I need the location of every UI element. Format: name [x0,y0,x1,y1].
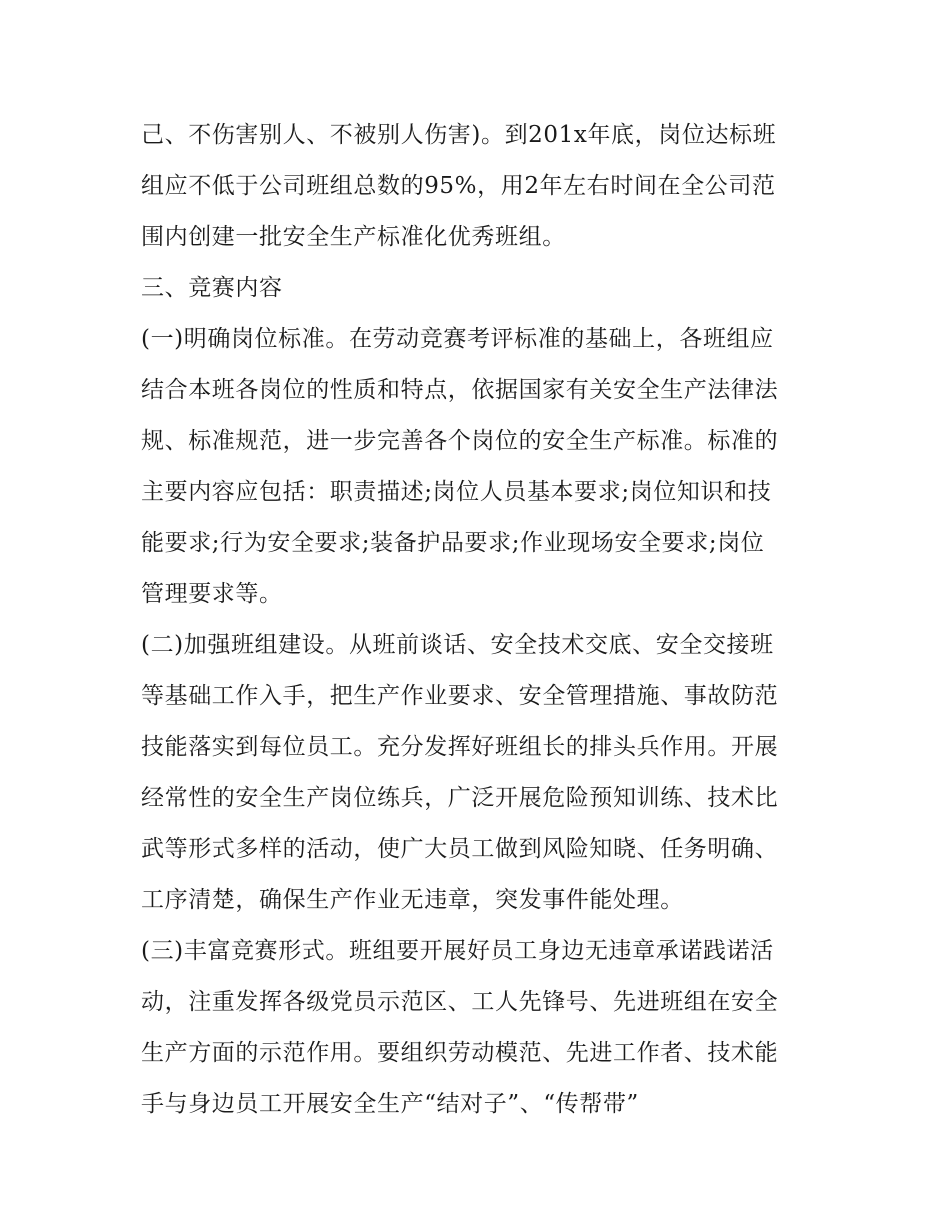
section-heading: 三、竞赛内容 [141,275,283,301]
text-line: (二)加强班组建设。从班前谈话、安全技术交底、安全交接班 [141,632,774,658]
text-line: 围内创建一批安全生产标准化优秀班组。 [141,224,566,250]
text-line: 工序清楚，确保生产作业无违章，突发事件能处理。 [141,887,684,913]
text-line: 己、不伤害别人、不被别人伤害)。到201x年底，岗位达标班 [141,122,777,148]
text-line: 管理要求等。 [141,581,283,607]
document-body [141,110,821,1130]
text-line: 主要内容应包括：职责描述;岗位人员基本要求;岗位知识和技 [141,479,772,505]
text-line: 技能落实到每位员工。充分发挥好班组长的排头兵作用。开展 [141,734,779,760]
text-line: 能要求;行为安全要求;装备护品要求;作业现场安全要求;岗位 [141,530,765,556]
text-line: (三)丰富竞赛形式。班组要开展好员工身边无违章承诺践诺活 [141,938,774,964]
text-line: 规、标准规范，进一步完善各个岗位的安全生产标准。标准的 [141,428,779,454]
text-line: 等基础工作入手，把生产作业要求、安全管理措施、事故防范 [141,683,779,709]
text-line: (一)明确岗位标准。在劳动竞赛考评标准的基础上，各班组应 [141,326,774,352]
text-line: 手与身边员工开展安全生产“结对子”、“传帮带” [141,1091,639,1117]
text-line: 动，注重发挥各级党员示范区、工人先锋号、先进班组在安全 [141,989,779,1015]
text-line: 经常性的安全生产岗位练兵，广泛开展危险预知训练、技术比 [141,785,779,811]
text-line: 结合本班各岗位的性质和特点，依据国家有关安全生产法律法 [141,377,779,403]
text-line: 生产方面的示范作用。要组织劳动模范、先进工作者、技术能 [141,1040,779,1066]
text-line: 武等形式多样的活动，使广大员工做到风险知晓、任务明确、 [141,836,779,862]
text-line: 组应不低于公司班组总数的95%，用2年左右时间在全公司范 [141,173,776,199]
